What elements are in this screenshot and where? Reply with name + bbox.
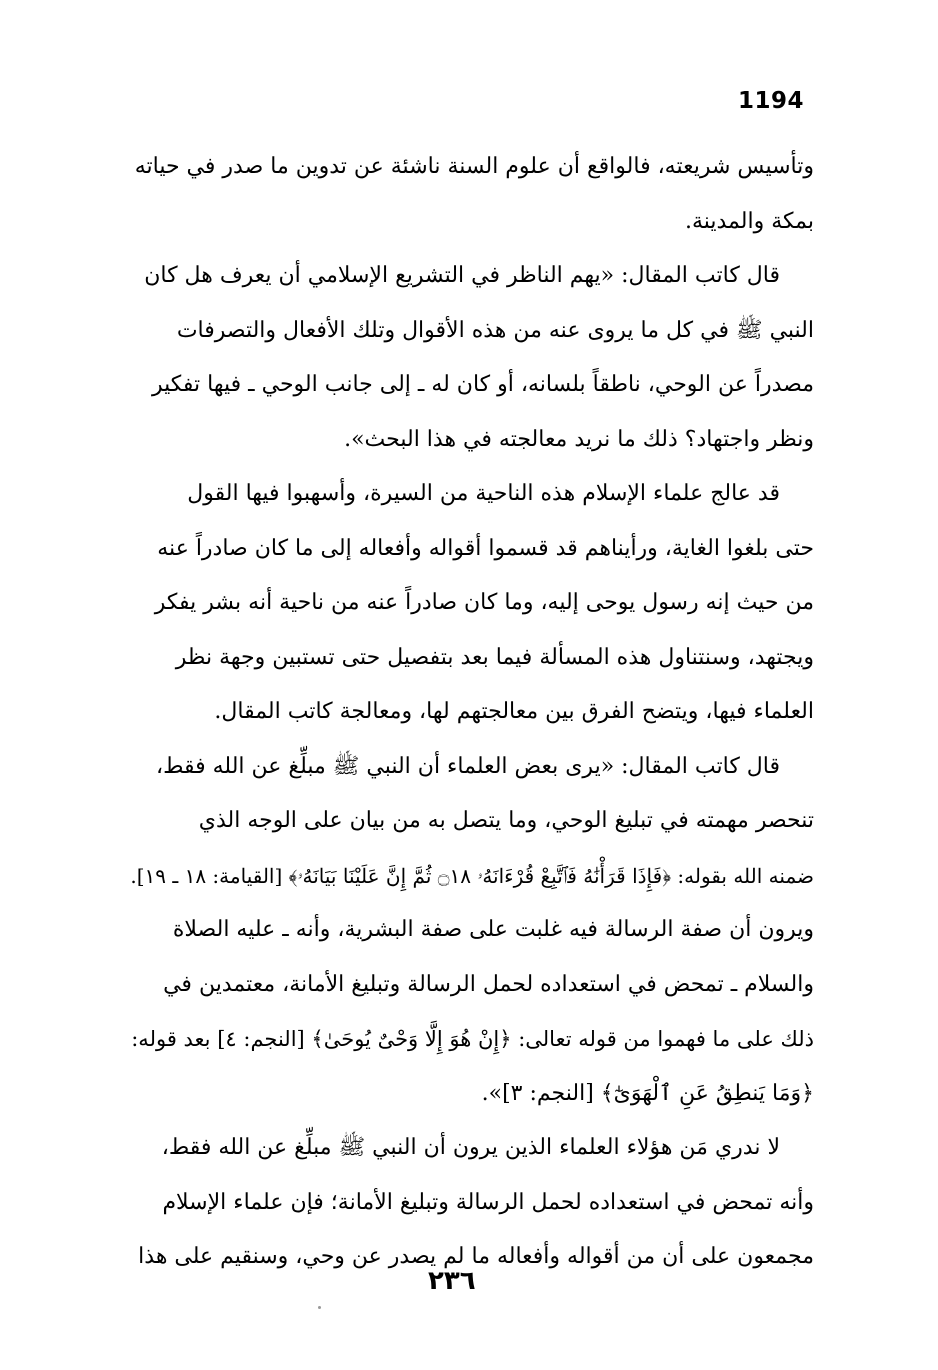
text-line: وتأسيس شريعته، فالواقع أن علوم السنة ناشئة عن تدوين ما صدر في حياته bbox=[134, 154, 814, 179]
text-line: قال كاتب المقال: «يرى بعض العلماء أن النبي ﷺ مبلِّغ عن الله فقط، bbox=[156, 753, 780, 779]
text-line: قال كاتب المقال: «يهم الناظر في التشريع الإسلامي أن يعرف هل كان bbox=[144, 263, 780, 288]
page-number-top: 1194 bbox=[738, 88, 805, 114]
page-number-bottom: ٢٣٦ bbox=[428, 1266, 476, 1296]
text-line: تنحصر مهمته في تبليغ الوحي، وما يتصل به من بيان على الوجه الذي bbox=[198, 808, 814, 833]
text-line: النبي ﷺ في كل ما يروى عنه من هذه الأقوال وتلك الأفعال والتصرفات bbox=[176, 317, 814, 343]
text-line: ضمنه الله بقوله: ﴿فَإِذَا قَرَأْنَٰهُ فَٱتَّبِعْ قُرْءَانَهُۥ ۝١٨ ثُمَّ إِنَّ عَلَيْنَا بَيَانَهُۥ﴾ [القيامة: ١٨ ـ ١٩]. bbox=[130, 863, 814, 888]
body-text bbox=[102, 140, 814, 1285]
text-line: ﴿وَمَا يَنطِقُ عَنِ ٱلْهَوَىٰٓ﴾ [النجم: ٣]». bbox=[481, 1080, 814, 1106]
text-line: بمكة والمدينة. bbox=[684, 208, 814, 234]
text-line: العلماء فيها، ويتضح الفرق بين معالجتهم لها، ومعالجة كاتب المقال. bbox=[214, 699, 814, 724]
text-line: ذلك على ما فهموا من قوله تعالى: ﴿إِنْ هُوَ إِلَّا وَحْىٌ يُوحَىٰ﴾ [النجم: ٤] بعد قوله: bbox=[131, 1027, 814, 1051]
text-line: لا ندري مَن هؤلاء العلماء الذين يرون أن النبي ﷺ مبلِّغ عن الله فقط، bbox=[161, 1135, 780, 1160]
text-line: ويرون أن صفة الرسالة فيه غلبت على صفة البشرية، وأنه ـ عليه الصلاة bbox=[172, 917, 814, 942]
text-line: وأنه تمحض في استعداده لحمل الرسالة وتبليغ الأمانة؛ فإن علماء الإسلام bbox=[162, 1189, 814, 1215]
text-line: ونظر واجتهاد؟ ذلك ما نريد معالجته في هذا البحث». bbox=[344, 426, 814, 452]
text-line: حتى بلغوا الغاية، ورأيناهم قد قسموا أقواله وأفعاله إلى ما كان صادراً عنه bbox=[157, 535, 814, 561]
text-line: من حيث إنه رسول يوحى إليه، وما كان صادراً عنه من ناحية أنه بشر يفكر bbox=[154, 590, 814, 615]
text-line: قد عالج علماء الإسلام هذه الناحية من السيرة، وأسهبوا فيها القول bbox=[187, 481, 780, 506]
text-line: ويجتهد، وسنتناول هذه المسألة فيما بعد بتفصيل حتى تستبين وجهة نظر bbox=[175, 644, 814, 670]
text-line: والسلام ـ تمحض في استعداده لحمل الرسالة وتبليغ الأمانة، معتمدين في bbox=[163, 971, 814, 997]
text-line: مجمعون على أن من أقواله وأفعاله ما لم يصدر عن وحي، وسنقيم على هذا bbox=[138, 1244, 814, 1269]
scan-speck bbox=[318, 1306, 321, 1309]
text-line: مصدراً عن الوحي، ناطقاً بلسانه، أو كان له ـ إلى جانب الوحي ـ فيها تفكير bbox=[152, 372, 814, 397]
